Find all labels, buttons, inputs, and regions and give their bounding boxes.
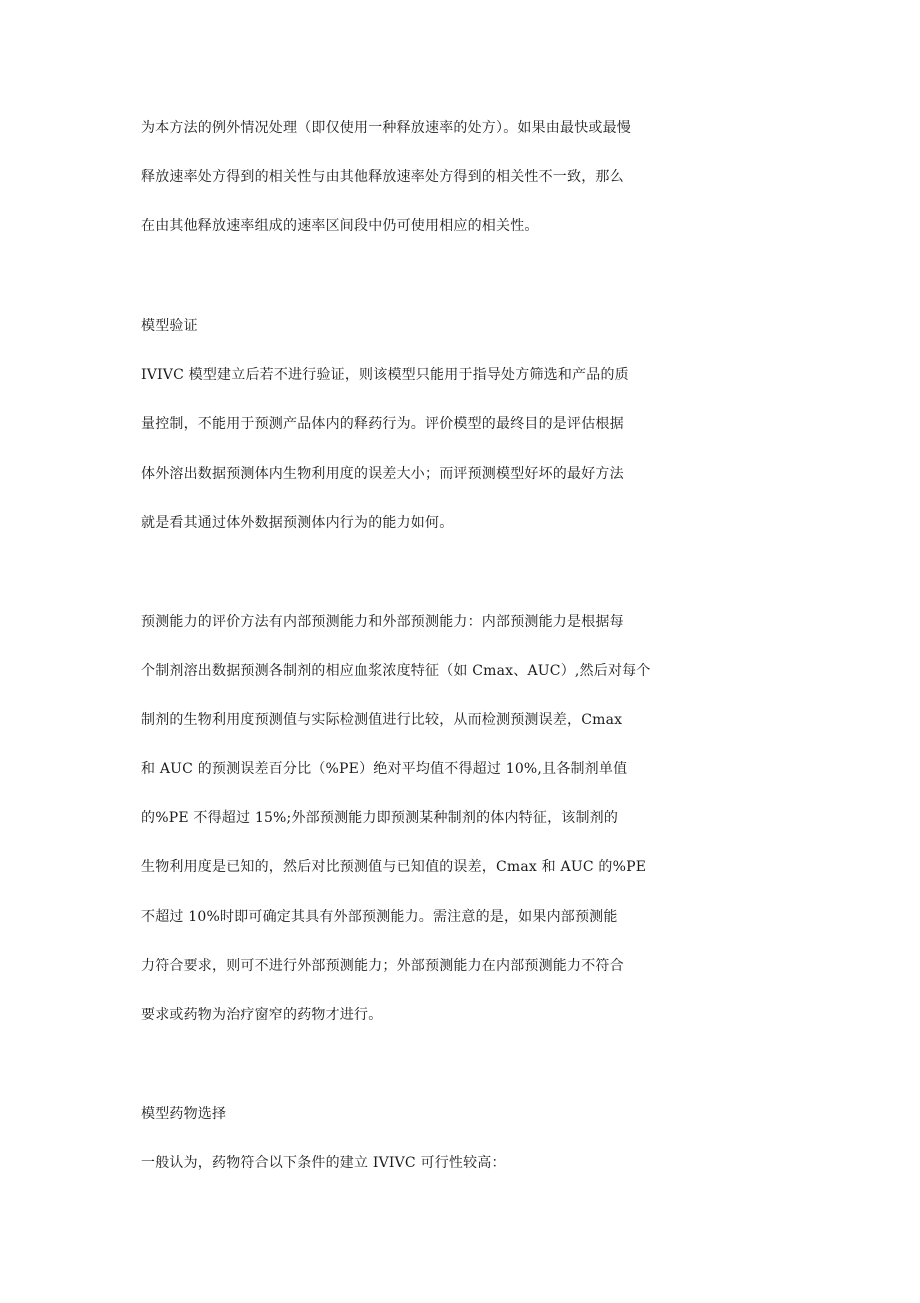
text-line: 就是看其通过体外数据预测体内行为的能力如何。 <box>141 515 454 531</box>
text-line: 为本方法的例外情况处理（即仅使用一种释放速率的处方）。如果由最快或最慢 <box>141 120 631 136</box>
text-line: 和 AUC 的预测误差百分比（%PE）绝对平均值不得超过 10%,且各制剂单值 <box>141 761 628 777</box>
text-line: 要求或药物为治疗窗窄的药物才进行。 <box>141 1007 383 1023</box>
section-heading: 模型药物选择 <box>141 1106 227 1122</box>
text-line: 的%PE 不得超过 15%;外部预测能力即预测某种制剂的体内特征，该制剂的 <box>141 810 619 826</box>
text-line: 生物利用度是已知的，然后对比预测值与已知值的误差，Cmax 和 AUC 的%PE <box>141 859 647 875</box>
text-line: 不超过 10%时即可确定其具有外部预测能力。需注意的是，如果内部预测能 <box>141 909 618 925</box>
text-line: 个制剂溶出数据预测各制剂的相应血浆浓度特征（如 Cmax、AUC）,然后对每个 <box>141 663 651 679</box>
text-line: 体外溶出数据预测体内生物利用度的误差大小；而评预测模型好坏的最好方法 <box>141 466 624 482</box>
section-heading: 模型验证 <box>141 318 198 334</box>
text-line: 量控制，不能用于预测产品体内的释药行为。评价模型的最终目的是评估根据 <box>141 416 624 432</box>
text-line: 力符合要求，则可不进行外部预测能力；外部预测能力在内部预测能力不符合 <box>141 958 624 974</box>
text-line: 制剂的生物利用度预测值与实际检测值进行比较，从而检测预测误差，Cmax <box>141 712 623 728</box>
text-line: 在由其他释放速率组成的速率区间段中仍可使用相应的相关性。 <box>141 218 539 234</box>
text-line: 一般认为，药物符合以下条件的建立 IVIVC 可行性较高： <box>141 1155 506 1171</box>
text-line: IVIVC 模型建立后若不进行验证，则该模型只能用于指导处方筛选和产品的质 <box>141 367 629 383</box>
text-line: 预测能力的评价方法有内部预测能力和外部预测能力：内部预测能力是根据每 <box>141 614 624 630</box>
text-line: 释放速率处方得到的相关性与由其他释放速率处方得到的相关性不一致，那么 <box>141 169 624 185</box>
